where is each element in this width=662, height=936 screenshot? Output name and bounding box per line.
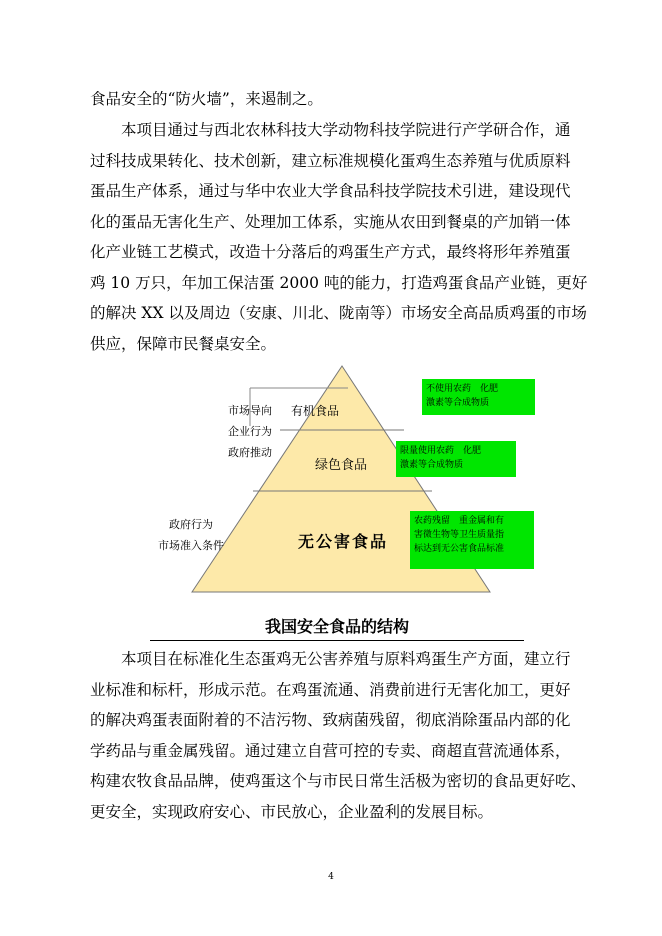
annotation-line: 政府推动 <box>228 446 272 459</box>
tier-green-label: 绿色食品 <box>315 458 368 473</box>
text-line: 供应，保障市民餐桌安全。 <box>90 334 277 353</box>
criteria-line: 激素等合成物质 <box>400 460 464 470</box>
text-line: 本项目通过与西北农林科技大学动物科技学院进行产学研合作，通 <box>121 121 571 139</box>
text-line: 更安全，实现政府安心、市民放心，企业盈利的发展目标。 <box>90 802 494 821</box>
text-line: 化产业链工艺模式，改造十分落后的鸡蛋生产方式，最终将形年养殖蛋 <box>90 243 571 261</box>
text-line: 本项目在标准化生态蛋鸡无公害养殖与原料鸡蛋生产方面，建立行 <box>121 650 571 668</box>
criteria-line: 不使用农药 化肥 <box>426 384 499 394</box>
criteria-line: 标达到无公害食品标准 <box>414 544 505 554</box>
criteria-line: 激素等合成物质 <box>426 398 490 408</box>
text-line: 鸡 10 万只，年加工保洁蛋 2000 吨的能力，打造鸡蛋食品产业链，更好 <box>90 273 588 292</box>
text-line: 业标准和标杆，形成示范。在鸡蛋流通、消费前进行无害化加工，更好 <box>90 680 571 699</box>
text-line: 蛋品生产体系，通过与华中农业大学食品科技学院技术引进，建设现代 <box>90 182 571 200</box>
text-line: 食品安全的“防火墙”，来遏制之。 <box>90 90 323 108</box>
paragraph-1 <box>90 84 590 115</box>
tier-organic-label: 有机食品 <box>291 404 340 418</box>
paragraph-2 <box>90 115 590 359</box>
annotation-line: 企业行为 <box>228 425 272 438</box>
left-annotation-top <box>228 400 272 463</box>
organic-criteria-box <box>422 379 535 415</box>
green-criteria-box <box>396 441 516 477</box>
text-line: 化的蛋品无害化生产、处理加工体系，实施从农田到餐桌的产加销一体 <box>90 212 571 231</box>
annotation-line: 政府行为 <box>169 518 213 531</box>
text-line: 构建农牧食品品牌，使鸡蛋这个与市民日常生活极为密切的食品更好吃、 <box>90 772 587 790</box>
page-number: 4 <box>328 872 334 882</box>
text-line: 的解决鸡蛋表面附着的不洁污物、致病菌残留，彻底消除蛋品内部的化 <box>90 711 571 729</box>
tier-pollution-free-label: 无公害食品 <box>298 532 389 551</box>
figure-caption: 我国安全食品的结构 <box>150 614 524 641</box>
criteria-line: 限量使用农药 化肥 <box>400 446 482 456</box>
left-annotation-bottom <box>158 514 224 556</box>
pollution-free-criteria-box <box>410 511 534 569</box>
annotation-line: 市场导向 <box>228 404 272 417</box>
criteria-line: 害微生物等卫生质量指 <box>414 530 505 540</box>
text-line: 的解决 XX 以及周边（安康、川北、陇南等）市场安全高品质鸡蛋的市场 <box>90 304 587 322</box>
safe-food-pyramid-diagram <box>150 362 530 647</box>
annotation-line: 市场准入条件 <box>158 539 224 552</box>
text-line: 学药品与重金属残留。通过建立自营可控的专卖、商超直营流通体系， <box>90 741 571 760</box>
text-line: 过科技成果转化、技术创新，建立标准规模化蛋鸡生态养殖与优质原料 <box>90 151 571 170</box>
criteria-line: 农药残留 重金属和有 <box>414 516 505 526</box>
paragraph-3 <box>90 644 590 827</box>
